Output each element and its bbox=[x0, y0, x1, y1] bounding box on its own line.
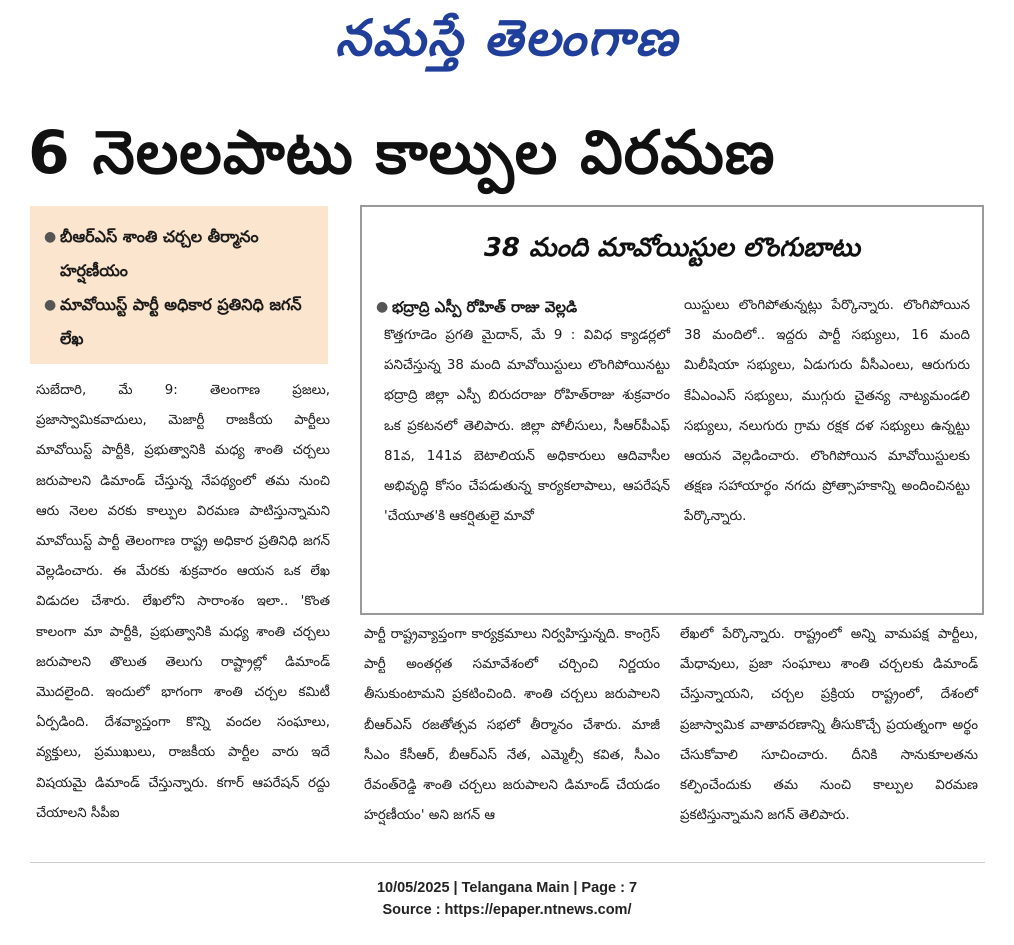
sidebar-story-subhead bbox=[376, 293, 577, 321]
article-paragraph: లేఖలో పేర్కొన్నారు. రాష్ట్రంలో అన్ని వామపక్ష పార్టీలు, మేధావులు, ప్రజా సంఘాలు శాంతి చర్చలకు డిమాండ్ చేస్తున్నాయని, చర్చల ప్రక్రియ రాష్ట్రంలో, దేశంలో ప్రజాస్వామిక వాతావరణాన్ని తీసుకొచ్చే ప్రయత్నంగా అర్థం చేసుకోవాలి సూచించారు. దీనికి సానుకూలతను కల్పించేందుకు తమ నుంచి కాల్పుల విరమణ ప్రకటిస్తున్నామని జగన్ తెలిపారు. bbox=[680, 627, 978, 824]
masthead-logo: నమస్తే తెలంగాణ bbox=[335, 8, 679, 67]
article-middle-column bbox=[364, 620, 660, 831]
footer bbox=[0, 877, 1014, 921]
article-right-column bbox=[680, 620, 978, 831]
deck-box bbox=[30, 206, 328, 364]
bullet-icon: ● bbox=[44, 229, 57, 245]
deck-item bbox=[44, 288, 318, 356]
article-paragraph: సుబేదారి, మే 9: తెలంగాణ ప్రజలు, ప్రజాస్వామికవాదులు, మెజార్టీ రాజకీయ పార్టీలు మావోయిస్ట్ పార్టీకి, ప్రభుత్వానికి మధ్య శాంతి చర్చలు జరుపాలని డిమాండ్ చేస్తున్న నేపథ్యంలో తమ నుంచి ఆరు నెలల వరకు కాల్పుల విరమణ పాటిస్తున్నామని మావోయిస్ట్ పార్టీ తెలంగాణ రాష్ట్ర అధికార ప్రతినిధి జగన్ వెల్లడించారు. ఈ మేరకు శుక్రవారం ఆయన ఒక లేఖ విడుదల చేశారు. లేఖలోని సారాంశం ఇలా.. 'కొంత కాలంగా మా పార్టీకి, ప్రభుత్వానికి మధ్య శాంతి చర్చలు జరుపాలని తొలుత తెలుగు రాష్ట్రాల్లో డిమాండ్ మొదలైంది. ఇందులో భాగంగా శాంతి చర్చల కమిటీ ఏర్పడింది. దేశవ్యాప్తంగా కొన్ని వందల సంఘాలు, వ్యక్తులు, ప్రముఖులు, రాజకీయ పార్టీల వారు ఇదే విషయమై డిమాండ్ చేస్తున్నారు. కగార్ ఆపరేషన్ రద్దు చేయాలని సీపీఐ bbox=[36, 383, 330, 821]
footer-source-link[interactable]: Source : https://epaper.ntnews.com/ bbox=[382, 902, 632, 918]
deck-item bbox=[44, 220, 318, 288]
sidebar-story-paragraph: కొత్తగూడెం ప్రగతి మైదాన్, మే 9 : వివిధ క్యాడర్లలో పనిచేస్తున్న 38 మంది మావోయిస్టులు లొంగిపోయినట్టు భద్రాద్రి జిల్లా ఎస్పీ బిరుదరాజు రోహిత్‌రాజు శుక్రవారం ఒక ప్రకటనలో తెలిపారు. జిల్లా పోలీసులు, సీఆర్‌పీఎఫ్ 81వ, 141వ బెటాలియన్ అధికారులు ఆదివాసీల అభివృద్ధి కోసం చేపడుతున్న కార్యకలాపాలు, ఆపరేషన్ 'చేయూత'కి ఆకర్షితులై మావో bbox=[384, 328, 670, 525]
sidebar-story-title: 38 మంది మావోయిస్టుల లొంగుబాటు bbox=[483, 233, 861, 263]
deck-item-text: మావోయిస్ట్ పార్టీ అధికార ప్రతినిధి జగన్ లేఖ bbox=[60, 295, 302, 348]
headline: 6 నెలలపాటు కాల్పుల విరమణ bbox=[28, 118, 776, 188]
deck-item-text: బీఆర్‌ఎస్ శాంతి చర్చల తీర్మానం హర్షణీయం bbox=[60, 227, 259, 280]
footer-divider bbox=[30, 862, 985, 863]
sidebar-story-box bbox=[360, 205, 984, 615]
sidebar-story-subhead-text: భద్రాద్రి ఎస్పీ రోహిత్ రాజు వెల్లడి bbox=[392, 298, 578, 316]
sidebar-story-paragraph: యిస్టులు లొంగిపోతున్నట్లు పేర్కొన్నారు. లొంగిపోయిన 38 మందిలో.. ఇద్దరు పార్టీ సభ్యులు, 16 మంది మిలీషియా సభ్యులు, ఏడుగురు వీసీఎంలు, ఆరుగురు కేఏఎంఎస్ సభ్యులు, ముగ్గురు చైతన్య నాట్యమండలి సభ్యులు, నలుగురు గ్రామ రక్షక దళ సభ్యులు ఉన్నట్టు ఆయన వెల్లడించారు. లొంగిపోయిన మావోయిస్టులకు తక్షణ సహాయార్థం నగదు ప్రోత్సాహకాన్ని అందించినట్టు పేర్కొన్నారు. bbox=[684, 298, 970, 525]
article-paragraph: పార్టీ రాష్ట్రవ్యాప్తంగా కార్యక్రమాలు నిర్వహిస్తున్నది. కాంగ్రెస్ పార్టీ అంతర్గత సమావేశంలో చర్చించి నిర్ణయం తీసుకుంటామని ప్రకటించింది. శాంతి చర్చలు జరుపాలని బీఆర్‌ఎస్ రజతోత్సవ సభలో తీర్మానం చేశారు. మాజీ సీఎం కేసీఆర్, బీఆర్‌ఎస్ నేత, ఎమ్మెల్సీ కవిత, సీఎం రేవంత్‌రెడ్డి శాంతి చర్చలు జరుపాలని డిమాండ్ చేయడం హర్షణీయం' అని జగన్ ఆ bbox=[364, 627, 660, 824]
sidebar-story-column-2 bbox=[684, 291, 970, 533]
article-left-column bbox=[36, 376, 330, 829]
sidebar-story-column-1 bbox=[384, 321, 670, 532]
bullet-icon: ● bbox=[376, 299, 389, 315]
bullet-icon: ● bbox=[44, 297, 57, 313]
footer-edition-info: 10/05/2025 | Telangana Main | Page : 7 bbox=[376, 880, 638, 896]
